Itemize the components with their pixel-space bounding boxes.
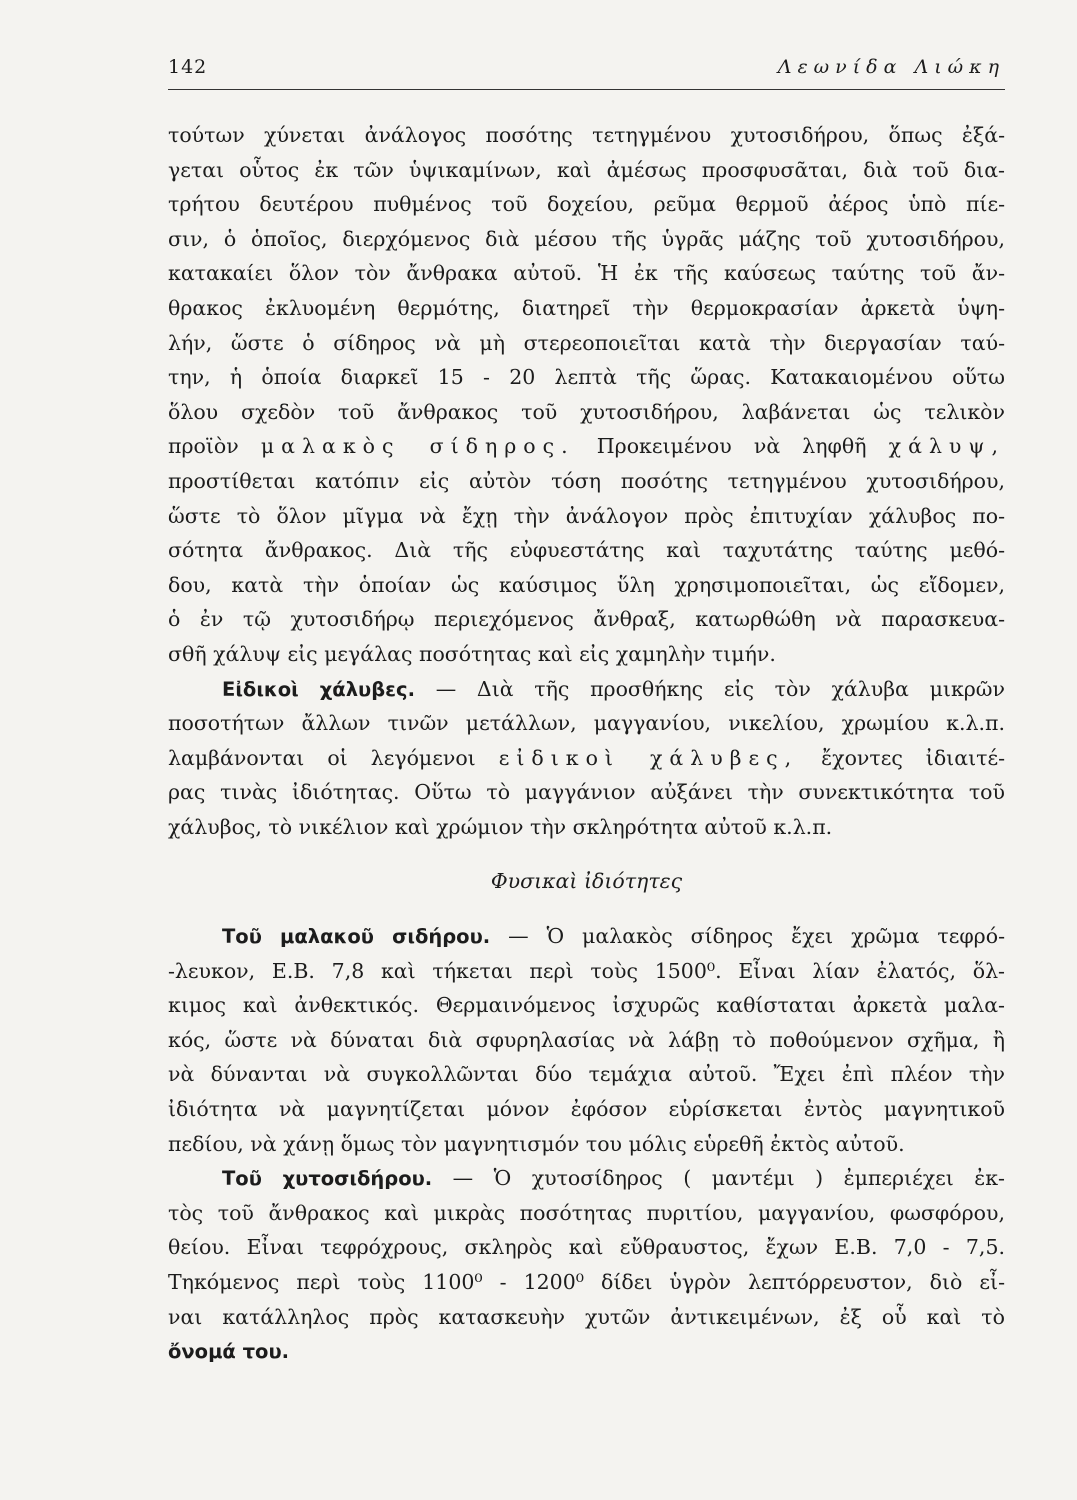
text-line: ἰδιότητα νὰ μαγνητίζεται μόνον ἐφόσον εὑρίσκεται ἐντὸς μαγνητικοῦ [168,1097,1005,1122]
text-segment: ἔχοντες ἰδιαιτέ- [821,745,1005,770]
text-line [168,672,1005,707]
text-segment: — Ὁ μαλακὸς σίδηρος ἔχει χρῶμα τεφρό- [508,924,1005,949]
text-line [168,1334,1005,1369]
text-segment: — Ὁ χυτοσίδηρος ( μαντέμι ) ἐμπεριέχει ἐκ- [452,1166,1005,1191]
text-line: προστίθεται κατόπιν εἰς αὐτὸν τόση ποσότης τετηγμένου χυτοσιδήρου, [168,468,1005,493]
text-line [168,1161,1005,1196]
spaced-term: εἰδικοὶ χάλυβες, [498,745,799,770]
paragraph-heading: Εἰδικοὶ χάλυβες. [222,677,415,701]
text-line: χάλυβος, τὸ νικέλιον καὶ χρώμιον τὴν σκληρότητα αὐτοῦ κ.λ.π. [168,814,833,839]
text-line: κιμος καὶ ἀνθεκτικός. Θερμαινόμενος ἰσχυρῶς καθίσταται ἀρκετὰ μαλα- [168,993,1005,1018]
spacer [168,899,1005,919]
text-line: πεδίου, νὰ χάνῃ ὅμως τὸν μαγνητισμόν του μόλις εὑρεθῆ ἐκτὸς αὐτοῦ. [168,1131,905,1156]
spacer [168,844,1005,864]
text-line: τὸς τοῦ ἄνθρακος καὶ μικρὰς ποσότητας πυριτίου, μαγγανίου, φωσφόρου, [168,1200,1005,1225]
text-line: ναι κατάλληλος πρὸς κατασκευὴν χυτῶν ἀντικειμένων, ἐξ οὗ καὶ τὸ [168,1304,1005,1329]
text-segment: — Διὰ τῆς προσθήκης εἰς τὸν χάλυβα μικρῶν [435,676,1005,701]
text-segment-bold: ὄνομά του. [168,1340,290,1364]
text-line: ποσοτήτων ἄλλων τινῶν μετάλλων, μαγγανίου, νικελίου, χρωμίου κ.λ.π. [168,711,1005,736]
text-line: σότητα ἄνθρακος. Διὰ τῆς εὐφυεστάτης καὶ ταχυτάτης ταύτης μεθό- [168,538,1005,563]
text-line: λήν, ὥστε ὁ σίδηρος νὰ μὴ στερεοποιεῖται κατὰ τὴν διεργασίαν ταύ- [168,330,1005,355]
text-line: -λευκον, Ε.Β. 7,8 καὶ τήκεται περὶ τοὺς 1500⁰. Εἶναι λίαν ἐλατός, ὅλ- [168,958,1005,983]
spaced-term: χάλυψ, [888,434,1005,459]
text-line [168,741,1005,776]
text-line: κατακαίει ὅλον τὸν ἄνθρακα αὐτοῦ. Ἡ ἐκ τῆς καύσεως ταύτης τοῦ ἄν- [168,261,1005,286]
text-segment: Προκειμένου νὰ ληφθῆ [596,434,867,459]
text-line: γεται οὗτος ἐκ τῶν ὑψικαμίνων, καὶ ἀμέσως προσφυσᾶται, διὰ τοῦ δια- [168,157,1005,182]
text-line: ὁ ἐν τῷ χυτοσιδήρῳ περιεχόμενος ἄνθραξ, κατωρθώθη νὰ παρασκευα- [168,607,1005,632]
text-line: ὥστε τὸ ὅλον μῖγμα νὰ ἔχῃ τὴν ἀνάλογον πρὸς ἐπιτυχίαν χάλυβος πο- [168,503,1005,528]
text-line: τούτων χύνεται ἀνάλογος ποσότης τετηγμένου χυτοσιδήρου, ὅπως ἐξά- [168,123,1005,147]
page-body [168,118,1005,1369]
header-rule [168,89,1005,90]
paragraph-heading: Τοῦ μαλακοῦ σιδήρου. [222,925,491,949]
text-segment: προϊὸν [168,434,239,459]
text-line: σιν, ὁ ὁποῖος, διερχόμενος διὰ μέσου τῆς ὑγρᾶς μάζης τοῦ χυτοσιδήρου, [168,226,1005,251]
section-title: Φυσικαὶ ἰδιότητες [490,869,683,894]
paragraph-heading: Τοῦ χυτοσιδήρου. [222,1167,433,1191]
text-line: Τηκόμενος περὶ τοὺς 1100⁰ - 1200⁰ δίδει ὑγρὸν λεπτόρρευστον, διὸ εἶ- [168,1270,1005,1294]
text-line: δου, κατὰ τὴν ὁποίαν ὡς καύσιμος ὕλη χρησιμοποιεῖται, ὡς εἴδομεν, [168,572,1005,597]
text-line: ὅλου σχεδὸν τοῦ ἄνθρακος τοῦ χυτοσιδήρου, λαβάνεται ὡς τελικὸν [168,399,1005,424]
text-segment: λαμβάνονται οἱ λεγόμενοι [168,745,476,770]
text-line: θείου. Εἶναι τεφρόχρους, σκληρὸς καὶ εὔθραυστος, ἔχων Ε.Β. 7,0 - 7,5. [168,1235,1005,1260]
text-line [168,919,1005,954]
text-line: ρας τινὰς ἰδιότητας. Οὕτω τὸ μαγγάνιον αὐξάνει τὴν συνεκτικότητα τοῦ [168,780,1005,805]
text-line: κός, ὥστε νὰ δύναται διὰ σφυρηλασίας νὰ λάβῃ τὸ ποθούμενον σχῆμα, ἢ [168,1027,1005,1052]
text-line: σθῆ χάλυψ εἰς μεγάλας ποσότητας καὶ εἰς χαμηλὴν τιμήν. [168,641,776,666]
page-number: 142 [168,56,208,78]
text-line [168,429,1005,464]
running-head: Λεωνίδα Λιώκη [777,56,1005,78]
text-line: την, ἡ ὁποία διαρκεῖ 15 - 20 λεπτὰ τῆς ὥρας. Κατακαιομένου οὕτω [168,365,1005,390]
page-header [168,50,1005,90]
text-line: θρακος ἐκλυομένη θερμότης, διατηρεῖ τὴν θερμοκρασίαν ἀρκετὰ ὑψη- [168,295,1005,320]
text-line: τρήτου δευτέρου πυθμένος τοῦ δοχείου, ρεῦμα θερμοῦ ἀέρος ὑπὸ πίε- [168,192,1005,217]
spaced-term: μαλακὸς σίδηρος. [260,434,575,459]
text-line: νὰ δύνανται νὰ συγκολλῶνται δύο τεμάχια αὐτοῦ. Ἔχει ἐπὶ πλέον τὴν [168,1062,1005,1087]
